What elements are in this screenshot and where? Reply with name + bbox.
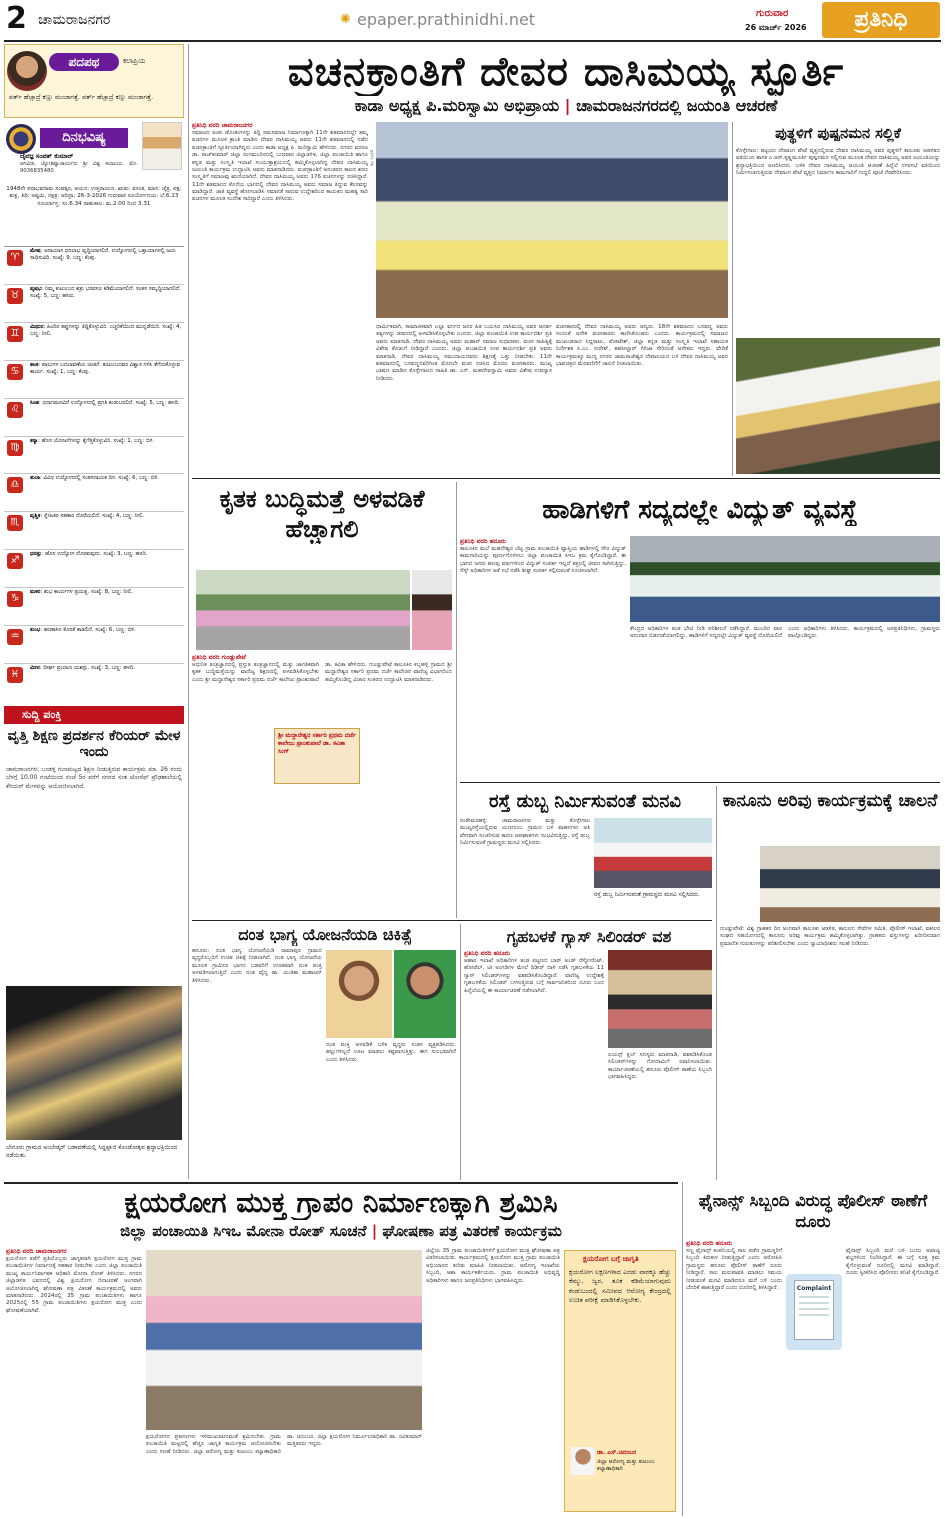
section-rule (4, 1182, 678, 1184)
danta-body-1: ಹನೂರು: ದಂತ ಭಾಗ್ಯ ಯೋಜನೆಯಡಿ ರಾಮಾಪುರ ಗ್ರಾಮದ ವೃದ್ಧರೊಬ್ಬರಿಗೆ ಉಚಿತ ಚಿಕಿತ್ಸೆ ನೀಡಲಾಗಿದೆ. ದಂತ ಭಾಗ್ಯ ಯೋಜನೆಯ ಮೂಲಕ ಗ್ರಾಮೀಣ ಭಾಗದ ಬಡವರಿಗೆ ಉಚಿತವಾಗಿ ದಂತ ಪಂಕ್ತಿ ಅಳವಡಿಸಲಾಗುತ್ತಿದೆ ಎಂದು ದಂತ ವೈದ್ಯ ಡಾ. ಯುತಿಕಾ ಮಹಾಜನ್ ತಿಳಿಸಿದರು. (192, 948, 322, 984)
section-rule (460, 782, 940, 783)
gas-body-2: ಲಯನ್ಸ್ ಕ್ಲಬ್ ಸದಸ್ಯರು ಮಾತನಾಡಿ, ವಶಪಡಿಸಿಕೊಂಡ ಸಿಲಿಂಡರ್‌ಗಳನ್ನು ಗೋದಾಮಿಗೆ ರವಾನಿಸಲಾಯಿತು. ಕಾರ್ಯಾಚರಣೆಯಲ್ಲಿ ಹನೂರು ಪೊಲೀಸ್ ಠಾಣೆಯ ಸಿಬ್ಬಂದಿ ಭಾಗವಹಿಸಿದ್ದರು. (608, 1052, 712, 1081)
zodiac-icon: ♎ (7, 477, 23, 493)
finance-byline: ಪ್ರತಿನಿಧಿ ವರದಿ ಹನೂರು (686, 1240, 732, 1247)
finance-body-1: ಸಣ್ಣ ಫೈನಾನ್ಸ್ ಕಂಪನಿಯಲ್ಲಿ ಸಾಲ ಪಡೆದ ಗ್ರಾಮಸ್ಥರಿಗೆ ಸಿಬ್ಬಂದಿ ಕಿರುಕುಳ ನೀಡುತ್ತಿದ್ದಾರೆ ಎಂದು ಆರೋಪಿಸಿ ಗ್ರಾಮಸ್ಥರು ಹನೂರು ಪೊಲೀಸ್ ಠಾಣೆಗೆ ದೂರು ನೀಡಿದ್ದಾರೆ. ಸಾಲ ಮರುಪಾವತಿ ಮಾಡಲು ಸಮಯ ನೀಡುವಂತೆ ಮನವಿ ಮಾಡಿದರೂ ಮನೆ ಬಳಿ ಬಂದು ಬೆದರಿಕೆ ಹಾಕುತ್ತಿದ್ದಾರೆ ಎಂದು ದೂರಿನಲ್ಲಿ ತಿಳಿಸಿದ್ದಾರೆ. (686, 1248, 782, 1291)
rashi-text: ಸ್ನೇಹಿತರ ಸಹಕಾರ ದೊರೆಯಲಿದೆ. ಸಂಖ್ಯೆ: 4, ಬಣ್ಣ: ನೀಲಿ. (43, 513, 145, 520)
hadi-headline[interactable]: ಹಾಡಿಗಳಿಗೆ ಸದ್ಯದಲ್ಲೇ ವಿದ್ಯುತ್ ವ್ಯವಸ್ಥೆ (542, 495, 858, 525)
rashi-row: ♋ ಕಟಕ: ಪಾಲುಗಳ ಬದಲಾವಣೆಯ ಚಿಂತನೆ. ಕುಟುಂಬದವರ ವಿಶ್ವಾಸ ಗಳಿಸಿ ತೆಗೆದುಕೊಳ್ಳುವ ಕಾರ್ಯ. ಸಂಖ್ಯೆ: 1, ಬಣ್ಣ: ಕೆಂಪು. (4, 361, 184, 399)
gas-body: ಆಹಾರ ಇಲಾಖೆ ಅಧಿಕಾರಿಗಳ ತಂಡ ಪಟ್ಟಣದ ಬಾರ್ ಅಂಡ್ ರೆಸ್ಟೋರೆಂಟ್, ಹೋಟೆಲ್, ಟೀ ಅಂಗಡಿಗಳ ಮೇಲೆ ದಿಢೀರ್ ದಾಳಿ ನಡೆಸಿ ಗೃಹಬಳಕೆಯ 11 ಗ್ಯಾಸ್ ಸಿಲಿಂಡರ್‌ಗಳನ್ನು ವಶಪಡಿಸಿಕೊಂಡಿದ್ದಾರೆ. ವಾಣಿಜ್ಯ ಉದ್ದೇಶಕ್ಕೆ ಗೃಹಬಳಕೆಯ ಸಿಲಿಂಡರ್ ಬಳಸುತ್ತಿರುವ ಬಗ್ಗೆ ಸಾರ್ವಜನಿಕರಿಂದ ದೂರು ಬಂದ ಹಿನ್ನೆಲೆಯಲ್ಲಿ ಈ ಕಾರ್ಯಾಚರಣೆ ನಡೆಸಲಾಗಿದೆ. (464, 958, 604, 994)
krutaka-photo-speaker (412, 570, 452, 650)
horoscope-title-box (40, 128, 128, 148)
krutaka-body: ಆಧುನಿಕ ತಂತ್ರಜ್ಞಾನದಲ್ಲಿ ಪ್ರಸ್ತುತ ತಂತ್ರಜ್ಞಾನದಲ್ಲಿ ಮತ್ತು ಜಾಗತಿಕವಾಗಿ ಕೃತಕ ಬುದ್ಧಿಮತ್ತೆಯನ್ನು ವಾಣಿಜ್ಯ ಶಿಕ್ಷಣದಲ್ಲಿ ಅಳವಡಿಸಿಕೊಳ್ಳಬೇಕು ಎಂದು ಶ್ರೀ ಮದ್ದಾನೇಶ್ವರ ಸರ್ಕಾರಿ ಪ್ರಥಮ ದರ್ಜೆ ಕಾಲೇಜು ಪ್ರಾಂಶುಪಾಲೆ ಡಾ. ಕವಿತಾ ಹೇಳಿದರು. ಗುಂಡ್ಲುಪೇಟೆ ತಾಲೂಕಿನ ಕಬ್ಬಹಳ್ಳಿ ಗ್ರಾಮದ ಶ್ರೀ ಮದ್ದಾನೇಶ್ವರ ಸರ್ಕಾರಿ ಪ್ರಥಮ ದರ್ಜೆ ಕಾಲೇಜಿನ ವಾಣಿಜ್ಯ ವಿಭಾಗದಿಂದ ಹಮ್ಮಿಕೊಂಡಿದ್ದ ವಿಚಾರ ಸಂಕಿರಣ ಉದ್ಘಾಟಿಸಿ ಮಾತನಾಡಿದರು. (192, 662, 452, 683)
raste-body: ಸಂತೇಮರಹಳ್ಳಿ: ಚಾಮರಾಜನಗರ ಮತ್ತು ಕೊಳ್ಳೇಗಾಲ ಮುಖ್ಯರಸ್ತೆಯಲ್ಲಿರುವ ಯಣಗುಂಬ ಗ್ರಾಮದ ಬಳಿ ವಾಹನಗಳು ಅತಿ ವೇಗವಾಗಿ ಸಂಚರಿಸುವ ಕಾರಣ ಅಪಘಾತಗಳು ಸಂಭವಿಸುತ್ತಿದ್ದು, ರಸ್ತೆ ಡುಬ್ಬ ನಿರ್ಮಿಸುವಂತೆ ಗ್ರಾಮಸ್ಥರು ಮನವಿ ಸಲ್ಲಿಸಿದರು. (460, 818, 590, 847)
hadi-body-2: ಕೇಂದ್ರದ ಅಧಿಕಾರಿಗಳ ತಂಡ ಭೇಟಿ ನೀಡಿ ಪರಿಶೀಲನೆ ನಡೆಸಿದ್ದಾರೆ. ಮುಂದಿನ ವಾರ ಅನುದಾನ ಬಿಡುಗಡೆಯಾಗಲಿದ್ದು, ಹಾಡಿಗಳಿಗೆ ಸದ್ಯದಲ್ಲೇ ವಿದ್ಯುತ್ ವ್ಯವಸ್ಥೆ ದೊರೆಯಲಿದೆ ಎಂದು ಅಧಿಕಾರಿಗಳು ತಿಳಿಸಿದರು. ಕಾರ್ಯಕ್ರಮದಲ್ಲಿ ಜನಪ್ರತಿನಿಧಿಗಳು, ಗ್ರಾಮಸ್ಥರು ಪಾಲ್ಗೊಂಡಿದ್ದರು. (630, 626, 940, 640)
astrologer-photo (142, 122, 182, 170)
lead-body-3: ವಚನಕಾರರಲ್ಲಿ ದೇವರ ದಾಸಿಮಯ್ಯ ಅವರು ಆದ್ಯರು. 18ನೇ ಶತಮಾನದ ಬಸವಣ್ಣ ಅವರು ಸಂದಂತೆ ಅನೇಕ ವಚನಕಾರರು ಕಾಣಿಸಿಕೊಂಡರು ಎಂದರು. ಕಾರ್ಯಕ್ರಮದಲ್ಲಿ ಸಮಾಜದ ಮುಖಂಡರಾದ ಸಿದ್ದರಾಜು, ವೆಂಕಟೇಶ್, ಜಿಲ್ಲಾ ಕನ್ನಡ ಮತ್ತು ಸಂಸ್ಕೃತಿ ಇಲಾಖೆ ಸಹಾಯಕ ನಿರ್ದೇಶಕ ಸಿ.ಎಂ. ಸುರೇಶ್, ತಹಸೀಲ್ದಾರ್ ಗಿರಿಜಾ ಸೇರಿದಂತೆ ಅನೇಕರು ಇದ್ದರು. ವೇದಿಕೆ ಕಾರ್ಯಕ್ರಮಕ್ಕೂ ಮುನ್ನ ನಗರದ ಚಾಮರಾಜೇಶ್ವರ ದೇವಾಲಯದ ಬಳಿ ದೇವರ ದಾಸಿಮಯ್ಯ ಅವರ ಭಾವಚಿತ್ರದ ಮೆರವಣಿಗೆಗೆ ಚಾಲನೆ ನೀಡಲಾಯಿತು. (556, 324, 728, 367)
kshaya-body-3: ಜಿಲ್ಲೆಯ 35 ಗ್ರಾಮ ಪಂಚಾಯಿತಿಗಳಿಗೆ ಕ್ಷಯರೋಗ ಮುಕ್ತ ಘೋಷಣಾ ಪತ್ರ ವಿತರಿಸಲಾಯಿತು. ಕಾರ್ಯಕ್ರಮದಲ್ಲಿ ಕ್ಷಯರೋಗ ಮುಕ್ತ ಗ್ರಾಮ ಪಂಚಾಯಿತಿ ಅಭಿಯಾನದ ಕುರಿತು ಮಾಹಿತಿ ನೀಡಲಾಯಿತು. ಆರೋಗ್ಯ ಇಲಾಖೆಯ ಸಿಬ್ಬಂದಿ, ಆಶಾ ಕಾರ್ಯಕರ್ತೆಯರು, ಗ್ರಾಮ ಪಂಚಾಯಿತಿ ಅಭಿವೃದ್ಧಿ ಅಧಿಕಾರಿಗಳು ಹಾಗೂ ಜನಪ್ರತಿನಿಧಿಗಳು ಭಾಗವಹಿಸಿದ್ದರು. (426, 1248, 560, 1284)
rashi-text: ಧನಾಗಮನವಿದೆ ಉದ್ಯೋಗದಲ್ಲಿ ಪ್ರಗತಿ ಕಂಡುಬರಲಿದೆ. ಸಂಖ್ಯೆ: 5, ಬಣ್ಣ: ಹಳದಿ. (42, 399, 180, 406)
rashi-text: ನಿಮ್ಮ ಕುಟುಂಬದ ಶತ್ರು ಭರವಸೂ ಕಡಿಮೆಯಾಗಲಿದೆ. ಸಂತಸ ಸಮೃದ್ಧಿಯಾಗಲಿದೆ. ಸಂಖ್ಯೆ: 5, ಬಣ್ಣ: ಹಸಿರು. (30, 285, 181, 299)
festival-photo (6, 986, 182, 1140)
avatar (7, 51, 47, 91)
kshaya-subhead (4, 1222, 678, 1242)
gas-photo (608, 950, 712, 1048)
rashi-text: ಶುಭ ಕಾರ್ಯಗಳ ಪ್ರಯತ್ನ. ಸಂಖ್ಯೆ: 8, ಬಣ್ಣ: ನೀಲಿ. (43, 589, 133, 596)
column-rule (188, 44, 189, 1179)
doctor-photo (571, 1447, 595, 1475)
kshaya-subhead-left: ಜಿಲ್ಲಾ ಪಂಚಾಯಿತಿ ಸಿಇಒ ಮೋನಾ ರೋತ್ ಸೂಚನೆ (120, 1222, 367, 1240)
padapatha-box (4, 44, 184, 118)
rashi-name: ಕುಂಭ (30, 627, 41, 634)
rashi-text: ದೀರ್ಘ ಪ್ರಯಾಣ ಯಶಸ್ಸು. ಸಂಖ್ಯೆ: 3, ಬಣ್ಣ: ಹಳದಿ. (43, 664, 136, 671)
gas-byline: ಪ್ರತಿನಿಧಿ ವರದಿ ಹನೂರು (464, 950, 510, 957)
padapatha-author: ಕಲಾಪ್ರಿಯ (123, 57, 146, 65)
weekday: ಗುರುವಾರ (756, 8, 789, 19)
kshaya-body-2: ಕ್ಷಯರೋಗದ ಪ್ರಕರಣಗಳು ಇಳಿಮುಖವಾಗುವಂತೆ ಶ್ರಮಿಸಬೇಕು. ಗ್ರಾಮ ಪಂಚಾಯಿತಿ ಮಟ್ಟದಲ್ಲಿ ಹೆಚ್ಚಿನ ಜಾಗೃತಿ ಕಾರ್ಯಕ್ರಮ ಆಯೋಜಿಸಬೇಕು ಎಂದು ಸಲಹೆ ನೀಡಿದರು. ಜಿಲ್ಲಾ ಆರೋಗ್ಯ ಮತ್ತು ಕುಟುಂಬ ಕಲ್ಯಾಣಾಧಿಕಾರಿ ಡಾ. ಚಿದಂಬರ, ಜಿಲ್ಲಾ ಕ್ಷಯರೋಗ ನಿರ್ಮೂಲನಾಧಿಕಾರಿ ಡಾ. ರವಿಕುಮಾರ್ ಮತ್ತಿತರರು ಇದ್ದರು. (146, 1434, 422, 1455)
rashi-name: ಕಟಕ (30, 361, 39, 368)
krutaka-byline: ಪ್ರತಿನಿಧಿ ವರದಿ ಗುಂಡ್ಲುಪೇಟೆ (192, 654, 246, 661)
subhead-divider: | (564, 96, 577, 115)
putthali-body: ಕೊಳ್ಳೇಗಾಲ: ಪಟ್ಟಣದ ದೇವಾಂಗ ಪೇಟೆ ವೃತ್ತದಲ್ಲಿರುವ ದೇವರ ದಾಸಿಮಯ್ಯ ಅವರ ಪುತ್ಥಳಿಗೆ ತಾಲೂಕು ಆಡಳಿತದ ವತಿಯಿಂದ ಶಾಸಕ ಎ.ಆರ್.ಕೃಷ್ಣಮೂರ್ತಿ ಪುಷ್ಪನಮನ ಸಲ್ಲಿಸುವ ಮೂಲಕ ದೇವರ ದಾಸಿಮಯ್ಯ ಅವರ ಜಯಂತಿಯನ್ನು ಶ್ರದ್ಧಾಭಕ್ತಿಯಿಂದ ಆಚರಿಸಿದರು. ಬಳಿಕ ದೇವರ ದಾಸಿಮಯ್ಯ ಜಯಂತಿ ಆಚರಣೆ ಹಿನ್ನೆಲೆ ನಗರಸಭೆ ವತಿಯಿಂದ ನಿರ್ಮಿಸಲಾಗುತ್ತಿರುವ ದೇವಾಂಗ ಪೇಟೆ ವೃತ್ತದ ನಿರ್ಮಾಣ ಕಾಮಗಾರಿಗೆ ಗುದ್ದಲಿ ಪೂಜೆ ನೆರವೇರಿಸಿದರು. (736, 148, 940, 177)
lead-subhead-left: ಕಾಡಾ ಅಧ್ಯಕ್ಷ ಪಿ.ಮರಿಸ್ವಾಮಿ ಅಭಿಪ್ರಾಯ (354, 96, 560, 115)
rashi-text: ಹೊಸ ಉದ್ಯೋಗ ದೊರಕುವುದು. ಸಂಖ್ಯೆ: 3, ಬಣ್ಣ: ಹಳದಿ. (45, 551, 148, 558)
clipboard-icon (794, 1280, 834, 1340)
rashi-name: ಸಿಂಹ (30, 399, 39, 406)
rashi-name: ವೃಶ್ಚಿಕ (30, 513, 41, 520)
rashi-row: ♍ ಕನ್ಯಾ: ಹೊಸ ಯೋಜನೆಗಳನ್ನು ಕೈಗೆತ್ತಿಕೊಳ್ಳುವಿರಿ. ಸಂಖ್ಯೆ: 1, ಬಣ್ಣ: ಬಿಳಿ. (4, 437, 184, 475)
rashi-row: ♎ ತುಲಾ: ವಿವಿಧ ಉದ್ಯೋಗದಲ್ಲಿ ಸಂತಸದಾಯಕ ದಿನ. ಸಂಖ್ಯೆ: 6, ಬಣ್ಣ: ಬಿಳಿ. (4, 474, 184, 512)
rashi-row: ♐ ಧನಸ್ಸು: ಹೊಸ ಉದ್ಯೋಗ ದೊರಕುವುದು. ಸಂಖ್ಯೆ: 3, ಬಣ್ಣ: ಹಳದಿ. (4, 550, 184, 588)
danta-photo-1 (326, 950, 392, 1038)
kshaya-photo (146, 1250, 422, 1430)
padapatha-text: ವರ್ತ್ ಹೆಚ್ಚಾದ್ರೆ ಕಣ್ಣು ಮಂಜಾಗತ್ತೆ. ವರ್ತ್ ಹೆಚ್ಚಾದ್ರೆ ಕಣ್ಣು ಮಂಜಾಗತ್ತೆ. (9, 93, 154, 101)
rashi-row: ♓ ಮೀನ: ದೀರ್ಘ ಪ್ರಯಾಣ ಯಶಸ್ಸು. ಸಂಖ್ಯೆ: 3, ಬಣ್ಣ: ಹಳದಿ. (4, 664, 184, 701)
sun-icon: ✺ (340, 12, 351, 27)
lead-body-1: ಸಮಾಜದ ಅಂಕು ಡೊಂಕುಗಳನ್ನು ತಿದ್ದಿ ಸಮಸಮಾಜ ನಿರ್ಮಾಣಕ್ಕಾಗಿ 11ನೇ ಶತಮಾನದಲ್ಲೇ ತಮ್ಮ ವಚನಗಳ ಮೂಲಕ ಕ್ರಾಂತಿ ಮಾಡಿದ ದೇವರ ದಾಸಿಮಯ್ಯ ಅವರು 11ನೇ ಶತಮಾನದಲ್ಲಿ ನಡೆದ ವಚನಕ್ರಾಂತಿಗೆ ಸ್ಫೂರ್ತಿಯಾಗಿದ್ದರು ಎಂದು ಕಾಡಾ ಅಧ್ಯಕ್ಷ ಪಿ. ಮರಿಸ್ವಾಮಿ ಹೇಳಿದರು. ನಗರದ ವರನಟ ಡಾ. ರಾಜ್‍ಕುಮಾರ್ ಜಿಲ್ಲಾ ರಂಗಮಂದಿರದಲ್ಲಿ ಬುಧವಾರ ಜಿಲ್ಲಾಡಳಿತ, ಜಿಲ್ಲಾ ಪಂಚಾಯಿತಿ ಹಾಗೂ ಕನ್ನಡ ಮತ್ತು ಸಂಸ್ಕೃತಿ ಇಲಾಖೆ ಸಂಯುಕ್ತಾಶ್ರಯದಲ್ಲಿ ಹಮ್ಮಿಕೊಳ್ಳಲಾಗಿದ್ದ ದೇವರ ದಾಸಿಮಯ್ಯ ಜಯಂತಿ ಕಾರ್ಯಕ್ರಮ ಉದ್ಘಾಟಿಸಿ ಅವರು ಮಾತನಾಡಿದರು. ವಚನಕ್ರಾಂತಿಗೆ ಅನಂತರದ ಕಾಲದ ಶರಣ ಸಂಸ್ಕೃತಿಗೆ ಸಮಾಜವು ಋಣಿಯಾಗಿದೆ. ದೇವರ ದಾಸಿಮಯ್ಯ ಅವರು 176 ವಚನಗಳನ್ನು ರಚಿಸಿದ್ದಾರೆ. 11ನೇ ಶತಮಾನದ ಕೊನೆಯ ಭಾಗದಲ್ಲಿ ದೇವರ ದಾಸಿಮಯ್ಯ ಅವರು ಸಮಾಜ ತಿದ್ದುವ ಕೆಲಸವನ್ನು ಮಾಡಿದ್ದಾರೆ. ಜಾತಿ ವ್ಯವಸ್ಥೆ ಹೋಗಲಾಡಿಸಿ ಸಮಾನತೆ ಸಾರುವ ಉದ್ದೇಶದಿಂದ ಕಾಯಕದ ಮಹತ್ವ ಸಾರಿ ವಚನಗಳ ಮೂಲಕ ಸಂದೇಶ ಸಾರಿದ್ದಾರೆ ಎಂದು ತಿಳಿಸಿದರು. (192, 130, 368, 203)
page-number: 2 (6, 2, 27, 36)
zodiac-icon: ♌ (7, 402, 23, 418)
festival-caption: ಬೇಗೂರು ಗ್ರಾಮದ ಅಂಬೇಡ್ಕರ್ ಬಡಾವಣೆಯಲ್ಲಿ ಸಿದ್ದಪ್ಪಾಜಿ ಕೊಂಡೋತ್ಸವ ಶ್ರದ್ಧಾಭಕ್ತಿಯಿಂದ ನಡೆಯಿತು. (6, 1144, 178, 1159)
issue-date: 26 ಮಾರ್ಚ್ 2026 (745, 23, 807, 32)
column-rule (456, 482, 457, 918)
lead-subhead (192, 96, 940, 118)
rashi-row: ♌ ಸಿಂಹ: ಧನಾಗಮನವಿದೆ ಉದ್ಯೋಗದಲ್ಲಿ ಪ್ರಗತಿ ಕಂಡುಬರಲಿದೆ. ಸಂಖ್ಯೆ: 5, ಬಣ್ಣ: ಹಳದಿ. (4, 399, 184, 437)
column-rule (682, 1182, 683, 1516)
masthead-rule (4, 40, 941, 42)
section-rule (192, 920, 712, 921)
rashi-row: ♑ ಮಕರ: ಶುಭ ಕಾರ್ಯಗಳ ಪ್ರಯತ್ನ. ಸಂಖ್ಯೆ: 8, ಬಣ್ಣ: ನೀಲಿ. (4, 588, 184, 626)
hadi-body: ತಾಲೂಕಿನ ಮಲೆ ಮಹದೇಶ್ವರ ಬೆಟ್ಟ ಗ್ರಾಮ ಪಂಚಾಯಿತಿ ವ್ಯಾಪ್ತಿಯ ಹಾಡಿಗಳಲ್ಲಿ ಸೌರ ವಿದ್ಯುತ್ ಕಾಮಗಾರಿಯನ್ನು ಪೂರ್ಣಗೊಳಿಸಲು ಜಿಲ್ಲಾ ಪಂಚಾಯಿತಿ ಸಿಇಒ ಕ್ರಮ ಕೈಗೊಂಡಿದ್ದಾರೆ. ಈ ಭಾಗದ ಜನರು ಹಲವು ವರ್ಷಗಳಿಂದ ವಿದ್ಯುತ್ ಸಂಪರ್ಕ ಇಲ್ಲದೆ ಕತ್ತಲಲ್ಲಿ ಜೀವನ ಸಾಗಿಸುತ್ತಿದ್ದು, ಸೆಸ್ಕ್ ಅಧಿಕಾರಿಗಳ ಜತೆ ಸಭೆ ನಡೆಸಿ ಶೀಘ್ರ ಸಂಪರ್ಕ ಕಲ್ಪಿಸುವಂತೆ ಸೂಚಿಸಲಾಗಿದೆ. (460, 546, 626, 575)
brand-logo (822, 2, 940, 38)
rashi-text: ಹಿಂದಿನ ತಪ್ಪುಗಳನ್ನು ತಿದ್ದಿಕೊಳ್ಳುವಿರಿ. ಎಚ್ಚರಿಕೆಯಿಂದ ಮುನ್ನಡೆಯಿರಿ. ಸಂಖ್ಯೆ: 4, ಬಣ್ಣ: ನೀಲಿ. (30, 323, 182, 337)
astrologer-name: ದೈವಜ್ಞ ಸಂಪತ್ ಕುಮಾರ್ (20, 152, 74, 160)
kanunu-headline[interactable]: ಕಾನೂನು ಅರಿವು ಕಾರ್ಯಕ್ರಮಕ್ಕೆ ಚಾಲನೆ (722, 791, 938, 811)
info-text: ಕ್ಷಯರೋಗ ಲಕ್ಷಣಗಳಾದ ಎರಡು ವಾರಕ್ಕೂ ಹೆಚ್ಚು ಕೆಮ್ಮು, ಜ್ವರ, ತೂಕ ಕಡಿಮೆಯಾಗುವುದು ಕಂಡುಬಂದಲ್ಲಿ ಸಮೀಪದ ಆರೋಗ್ಯ ಕೇಂದ್ರದಲ್ಲಿ ಉಚಿತ ಪರೀಕ್ಷೆ ಮಾಡಿಸಿಕೊಳ್ಳಬೇಕು. (569, 1268, 671, 1305)
finance-headline[interactable]: ಫೈನಾನ್ಸ್ ಸಿಬ್ಬಂದಿ ವಿರುದ್ಧ ಪೊಲೀಸ್ ಠಾಣೆಗೆ ದೂರು (698, 1191, 928, 1231)
rashi-name: ಮಕರ (30, 589, 41, 596)
news-text: ಚಾಮರಾಜನಗರ: ಬಂಡಳ್ಳಿ ಗುಣಮಟ್ಟದ ಶಿಕ್ಷಣ ನೀಡುತ್ತಿರುವ ಕಾರ್ಯಕ್ರಮ ಮಾ. 26 ರಂದು ಬೆಳಗ್ಗೆ 10.00 ಗಂಟೆಯಿಂದ ಸಂಜೆ 5ರ ವರೆಗೆ ನಗರದ ಸಂತ ಜೋಸೆಫ್ ಪ್ರೌಢಶಾಲೆಯಲ್ಲಿ ಕೆರಿಯರ್ ಮೇಳವನ್ನು ಆಯೋಜಿಸಲಾಗಿದೆ. (6, 766, 182, 790)
lead-photo (376, 122, 728, 318)
gas-headline[interactable]: ಗೃಹಬಳಕೆ ಗ್ಯಾಸ್ ಸಿಲಿಂಡರ್ ವಶ (506, 927, 672, 946)
rashi-name: ಮೇಷ (30, 248, 41, 254)
zodiac-wheel-icon (6, 124, 36, 154)
padapatha-title: ಪದಪಥ (68, 55, 100, 69)
lead-body-2: ಧಾರ್ಮಿಕವಾಗಿ, ಸಾಮಾಜಿಕವಾಗಿ ಎಲ್ಲಾ ವರ್ಗದ ಜನರ ಹಿತ ಬಯಸಿದ ದಾಸಿಮಯ್ಯ ಅವರ ಆದರ್ಶ ತತ್ವಗಳನ್ನು ಜೀವನದಲ್ಲಿ ಅಳವಡಿಸಿಕೊಳ್ಳಬೇಕು ಎಂದರು. ಜಿಲ್ಲಾ ಪಂಚಾಯಿತಿ ಉಪ ಕಾರ್ಯದರ್ಶಿ ಪ್ರತಿ ಅವರು ಮಾತನಾಡಿ, ದೇವರ ದಾಸಿಮಯ್ಯ ಅವರು ಮಹಾನ್ ಸಮಾಜ ಸುಧಾರಕರು. ವಚನ ಸಾಹಿತ್ಯಕ್ಕೆ ವಿಶೇಷ ಕೊಡುಗೆ ನೀಡಿದ್ದಾರೆ ಎಂದರು. ಜಿಲ್ಲಾ ಪಂಚಾಯಿತಿ ಉಪ ಕಾರ್ಯದರ್ಶಿ ಪ್ರತಿ ಅವರು ಮಾತನಾಡಿ, ದೇವರ ದಾಸಿಮಯ್ಯ ಸಮುದಾಯದವರು ಶಿಕ್ಷಣಕ್ಕೆ ಒತ್ತು ನೀಡಬೇಕು. 11ನೇ ಶತಮಾನದಲ್ಲಿ ಬಸವಣ್ಣನವರಿಗಿಂತ ಮೊದಲೇ ವಚನ ರಚಿಸಿದ ಮೊದಲ ವಚನಕಾರರು. ಮುಖ್ಯ ಭಾಷಣ ಮಾಡಿದ ಕೊಳ್ಳೇಗಾಲದ ಸಾಹಿತಿ ಡಾ. ಎನ್. ಮಹದೇವಸ್ವಾಮಿ ಅವರು ವಿಶೇಷ ಉಪನ್ಯಾಸ ನೀಡಿದರು. (376, 324, 552, 382)
panchanga: 1948ನೇ ಪರಾಭವನಾಮ ಸಂವತ್ಸರ, ಆಯನ: ಉತ್ತರಾಯಣ, ಋತು: ವಸಂತ, ಮಾಸ: ಚೈತ್ರ, ಪಕ್ಷ: ಶುಕ್ಲ, ತಿಥಿ: ಅಷ್ಟಮಿ, ನಕ್ಷತ್ರ: ಆರಿದ್ರಾ, 26-3-2026 ಗುರುವಾರ ಸೂರ್ಯೋದಯ: ಬೆ.6.23 ಸೂರ್ಯಾಸ್ತ: ಸಂ.6.34 ರಾಹುಕಾಲ: ಮ.2.00 ರಿಂದ 3.31 (6, 186, 182, 207)
quote-name: ಡಾ. ಎಸ್.ಚಿದಂಬರ (597, 1449, 637, 1456)
lead-subhead-right: ಚಾಮರಾಜನಗರದಲ್ಲಿ ಜಯಂತಿ ಆಚರಣೆ (576, 96, 778, 115)
finance-body-2: ಫೈನಾನ್ಸ್ ಸಿಬ್ಬಂದಿ ಮನೆ ಬಳಿ ಬಂದು ಅವಾಚ್ಯ ಶಬ್ದಗಳಿಂದ ನಿಂದಿಸಿದ್ದಾರೆ. ಈ ಬಗ್ಗೆ ಸೂಕ್ತ ಕ್ರಮ ಕೈಗೊಳ್ಳುವಂತೆ ದೂರಿನಲ್ಲಿ ಮನವಿ ಮಾಡಿದ್ದಾರೆ. ದೂರು ಸ್ವೀಕರಿಸಿದ ಪೊಲೀಸರು ತನಿಖೆ ಕೈಗೊಂಡಿದ್ದಾರೆ. (846, 1248, 940, 1277)
site-url[interactable]: epaper.prathinidhi.net (357, 10, 536, 29)
padapatha-label (49, 53, 119, 71)
rashi-name: ಮೀನ (30, 664, 40, 671)
rashi-text: ಹೊಸ ಯೋಜನೆಗಳನ್ನು ಕೈಗೆತ್ತಿಕೊಳ್ಳುವಿರಿ. ಸಂಖ್ಯೆ: 1, ಬಣ್ಣ: ಬಿಳಿ. (41, 437, 155, 444)
rashi-name: ತುಲಾ (30, 475, 40, 482)
rashi-row: ♊ ಮಿಥುನ: ಹಿಂದಿನ ತಪ್ಪುಗಳನ್ನು ತಿದ್ದಿಕೊಳ್ಳುವಿರಿ. ಎಚ್ಚರಿಕೆಯಿಂದ ಮುನ್ನಡೆಯಿರಿ. ಸಂಖ್ಯೆ: 4, ಬಣ್ಣ: ನೀಲಿ. (4, 323, 184, 361)
rashi-text: ವಿವಿಧ ಉದ್ಯೋಗದಲ್ಲಿ ಸಂತಸದಾಯಕ ದಿನ. ಸಂಖ್ಯೆ: 6, ಬಣ್ಣ: ಬಿಳಿ. (43, 475, 159, 482)
kanunu-photo (760, 846, 940, 922)
kshaya-body: ಕ್ಷಯರೋಗ ತಡೆಗೆ ಪ್ರತಿಯೊಬ್ಬರು ಜಾಗೃತರಾಗಿ ಕ್ಷಯರೋಗ ಮುಕ್ತ ಗ್ರಾಮ ಪಂಚಾಯಿತಿಗಳ ನಿರ್ಮಾಣಕ್ಕೆ ಸಹಕಾರ ನೀಡಬೇಕು ಎಂದು ಜಿಲ್ಲಾ ಪಂಚಾಯಿತಿ ಮುಖ್ಯ ಕಾರ್ಯನಿರ್ವಾಹಕ ಅಧಿಕಾರಿ ಮೋನಾ ರೋತ್ ತಿಳಿಸಿದರು. ನಗರದ ಜಿಲ್ಲಾಡಳಿತ ಭವನದಲ್ಲಿ ವಿಶ್ವ ಕ್ಷಯರೋಗ ದಿನಾಚರಣೆ ಅಂಗವಾಗಿ ಆಯೋಜಿಸಲಾಗಿದ್ದ ಘೋಷಣಾ ಪತ್ರ ವಿತರಣೆ ಕಾರ್ಯಕ್ರಮದಲ್ಲಿ ಅವರು ಮಾತನಾಡಿದರು. 2024ರಲ್ಲಿ 35 ಗ್ರಾಮ ಪಂಚಾಯಿತಿಗಳು ಹಾಗೂ 2025ರಲ್ಲಿ 55 ಗ್ರಾಮ ಪಂಚಾಯಿತಿಗಳು ಕ್ಷಯರೋಗ ಮುಕ್ತ ಎಂದು ಘೋಷಣೆಯಾಗಿವೆ. (6, 1256, 142, 1314)
section-rule (192, 478, 940, 479)
rashi-text: ಹಣಕಾಸಿನ ಕೊರತೆ ಕಾಡಲಿದೆ. ಸಂಖ್ಯೆ: 6, ಬಣ್ಣ: ಬಿಳಿ. (43, 627, 136, 634)
zodiac-icon: ♉ (7, 288, 23, 304)
brand-name: ಪ್ರತಿನಿಧಿ (854, 7, 908, 32)
danta-headline[interactable]: ದಂತ ಭಾಗ್ಯ ಯೋಜನೆಯಡಿ ಚಿಕಿತ್ಸೆ (238, 925, 412, 944)
raste-caption: ರಸ್ತೆ ಡುಬ್ಬ ನಿರ್ಮಿಸುವಂತೆ ಗ್ರಾಮಸ್ಥರು ಮನವಿ ಸಲ್ಲಿಸಿದರು. (594, 892, 700, 898)
horoscope-header (4, 122, 184, 184)
news-label: ಸುದ್ದಿ ಪಂಕ್ತಿ (22, 708, 62, 721)
info-title: ಕ್ಷಯರೋಗ ಬಗ್ಗೆ ಜಾಗೃತಿ (583, 1255, 639, 1263)
krutaka-quote-box (274, 728, 360, 784)
zodiac-icon: ♓ (7, 667, 23, 683)
quote-role: ಜಿಲ್ಲಾ ಆರೋಗ್ಯ ಮತ್ತು ಕುಟುಂಬ ಕಲ್ಯಾಣಾಧಿಕಾರಿ (597, 1459, 655, 1473)
rashi-name: ವೃಷಭ (30, 285, 42, 292)
kanunu-body: ಗುಂಡ್ಲುಪೇಟೆ: ವಿಶ್ವ ಗ್ರಾಹಕರ ದಿನ ಅಂಗವಾಗಿ ತಾಲೂಕು ಆಡಳಿತ, ಕಾನೂನು ಸೇವೆಗಳ ಸಮಿತಿ, ಪೊಲೀಸ್ ಇಲಾಖೆ, ವಕೀಲರ ಸಂಘದ ಸಹಯೋಗದಲ್ಲಿ ಕಾನೂನು ಅರಿವು ಕಾರ್ಯಕ್ರಮ ಹಮ್ಮಿಕೊಳ್ಳಲಾಗಿತ್ತು. ಗ್ರಾಹಕರು ವಸ್ತುಗಳನ್ನು ಖರೀದಿಸುವಾಗ ಪ್ರಮಾಣಿತ ಗುರುತುಗಳನ್ನು ಪರಿಶೀಲಿಸಬೇಕು ಎಂದು ನ್ಯಾಯಾಧೀಶರು ಸಲಹೆ ನೀಡಿದರು. (720, 926, 940, 947)
lead-byline: ಪ್ರತಿನಿಧಿ ವರದಿ ಚಾಮರಾಜನಗರ (192, 122, 253, 129)
rashi-text: ಅನಾಯಾಸ ಧನಲಾಭ ವೃದ್ಧಿಯಾಗಲಿದೆ. ಉದ್ಯೋಗದಲ್ಲಿ ಒತ್ತಾಯಾಗಳಲ್ಲಿ ಜಯ ಸಾಧಿಸುವಿರಿ. ಸಂಖ್ಯೆ: 9, ಬಣ್ಣ: ಕೆಂಪು. (30, 248, 176, 262)
news-headline[interactable]: ವೃತ್ತಿ ಶಿಕ್ಷಣ ಪ್ರದರ್ಶನ ಕೆರಿಯರ್ ಮೇಳ ಇಂದು (7, 728, 181, 760)
column-rule (716, 786, 717, 1180)
raste-photo (594, 818, 712, 888)
zodiac-icon: ♍ (7, 440, 23, 456)
rashi-row: ♒ ಕುಂಭ: ಹಣಕಾಸಿನ ಕೊರತೆ ಕಾಡಲಿದೆ. ಸಂಖ್ಯೆ: 6, ಬಣ್ಣ: ಬಿಳಿ. (4, 626, 184, 664)
rashi-list (4, 246, 184, 701)
subhead-divider: | (371, 1222, 383, 1240)
photo-credit: ಪ್ರತಿನಿಧಿ ಚಿತ್ರ (370, 150, 375, 166)
rashi-row: ♉ ವೃಷಭ: ನಿಮ್ಮ ಕುಟುಂಬದ ಶತ್ರು ಭರವಸೂ ಕಡಿಮೆಯಾಗಲಿದೆ. ಸಂತಸ ಸಮೃದ್ಧಿಯಾಗಲಿದೆ. ಸಂಖ್ಯೆ: 5, ಬಣ್ಣ: ಹಸಿರು. (4, 285, 184, 323)
putthali-headline[interactable]: ಪುತ್ಥಳಿಗೆ ಪುಷ್ಪನಮನ ಸಲ್ಲಿಕೆ (775, 126, 901, 142)
complaint-illustration (786, 1274, 842, 1350)
kshaya-headline[interactable]: ಕ್ಷಯರೋಗ ಮುಕ್ತ ಗ್ರಾಪಂ ನಿರ್ಮಾಣಕ್ಕಾಗಿ ಶ್ರಮಿಸಿ (124, 1186, 558, 1219)
krutaka-photo-main (196, 570, 410, 650)
news-label-box (4, 706, 184, 724)
zodiac-icon: ♈ (7, 250, 23, 266)
column-rule (732, 122, 733, 476)
danta-photo-2 (394, 950, 456, 1038)
complaint-label: Complaint (796, 1285, 832, 1292)
lead-headline[interactable]: ವಚನಕ್ರಾಂತಿಗೆ ದೇವರ ದಾಸಿಮಯ್ಯ ಸ್ಫೂರ್ತಿ (287, 49, 845, 95)
rashi-name: ಧನಸ್ಸು (30, 551, 42, 558)
raste-headline[interactable]: ರಸ್ತೆ ಡುಬ್ಬ ನಿರ್ಮಿಸುವಂತೆ ಮನವಿ (489, 791, 681, 812)
column-rule (460, 924, 461, 1180)
section-name: ಚಾಮರಾಜನಗರ (38, 12, 111, 28)
kshaya-info-box (564, 1250, 676, 1512)
masthead (0, 0, 945, 42)
krutaka-headline[interactable]: ಕೃತಕ ಬುದ್ಧಿಮತ್ತೆ ಅಳವಡಿಕೆ ಹೆಚ್ಚಾಗಲಿ (219, 485, 425, 543)
rashi-text: ಪಾಲುಗಳ ಬದಲಾವಣೆಯ ಚಿಂತನೆ. ಕುಟುಂಬದವರ ವಿಶ್ವಾಸ ಗಳಿಸಿ ತೆಗೆದುಕೊಳ್ಳುವ ಕಾರ್ಯ. ಸಂಖ್ಯೆ: 1, ಬಣ್ಣ: ಕೆಂಪು. (30, 361, 180, 375)
zodiac-icon: ♊ (7, 326, 23, 342)
rashi-row: ♏ ವೃಶ್ಚಿಕ: ಸ್ನೇಹಿತರ ಸಹಕಾರ ದೊರೆಯಲಿದೆ. ಸಂಖ್ಯೆ: 4, ಬಣ್ಣ: ನೀಲಿ. (4, 512, 184, 550)
zodiac-icon: ♋ (7, 364, 23, 380)
rashi-row: ♈ ಮೇಷ: ಅನಾಯಾಸ ಧನಲಾಭ ವೃದ್ಧಿಯಾಗಲಿದೆ. ಉದ್ಯೋಗದಲ್ಲಿ ಒತ್ತಾಯಾಗಳಲ್ಲಿ ಜಯ ಸಾಧಿಸುವಿರಿ. ಸಂಖ್ಯೆ: 9, ಬಣ್ಣ: ಕೆಂಪು. (4, 247, 184, 285)
kshaya-subhead-right: ಘೋಷಣಾ ಪತ್ರ ವಿತರಣೆ ಕಾರ್ಯಕ್ರಮ (382, 1222, 562, 1240)
astrologer-info: ಆಗಮಿಕ, ಜ್ಯೋತಿಷ್ಯಾಚಾರ್ಯರು ಶ್ರೀ ವಿಶ್ವ ಕಲಾಲಯ. ಮೊ. 9036835480 (20, 161, 138, 174)
zodiac-icon: ♏ (7, 515, 23, 531)
putthali-photo (736, 338, 940, 474)
krutaka-photo-caption: ಶ್ರೀ ಮದ್ದಾನೇಶ್ವರ ಸರ್ಕಾರಿ ಪ್ರಥಮ ದರ್ಜೆ ಕಾಲೇಜು ಪ್ರಾಂಶುಪಾಲೆ ಡಾ. ಕವಿತಾ ಸಿಂಗ್ (278, 732, 356, 755)
zodiac-icon: ♑ (7, 591, 23, 607)
horoscope-title: ದಿನಭವಿಷ್ಯ (62, 130, 106, 145)
hadi-photo (630, 536, 940, 622)
danta-body-2: ದಂತ ಪಂಕ್ತಿ ಅಳವಡಿಕೆ ಬಳಿಕ ವೃದ್ಧರು ಸಂತಸ ವ್ಯಕ್ತಪಡಿಸಿದರು. ಹಲ್ಲುಗಳಿಲ್ಲದೆ ಊಟ ಮಾಡಲು ಕಷ್ಟವಾಗುತ್ತಿತ್ತು, ಈಗ ಸುಲಭವಾಗಿದೆ ಎಂದು ತಿಳಿಸಿದರು. (326, 1042, 456, 1063)
kshaya-byline: ಪ್ರತಿನಿಧಿ ವರದಿ ಚಾಮರಾಜನಗರ (6, 1248, 67, 1255)
rashi-name: ಮಿಥುನ (30, 323, 44, 330)
hadi-byline: ಪ್ರತಿನಿಧಿ ವರದಿ ಹನೂರು (460, 538, 506, 545)
rashi-name: ಕನ್ಯಾ (30, 437, 39, 444)
zodiac-icon: ♐ (7, 553, 23, 569)
zodiac-icon: ♒ (7, 629, 23, 645)
